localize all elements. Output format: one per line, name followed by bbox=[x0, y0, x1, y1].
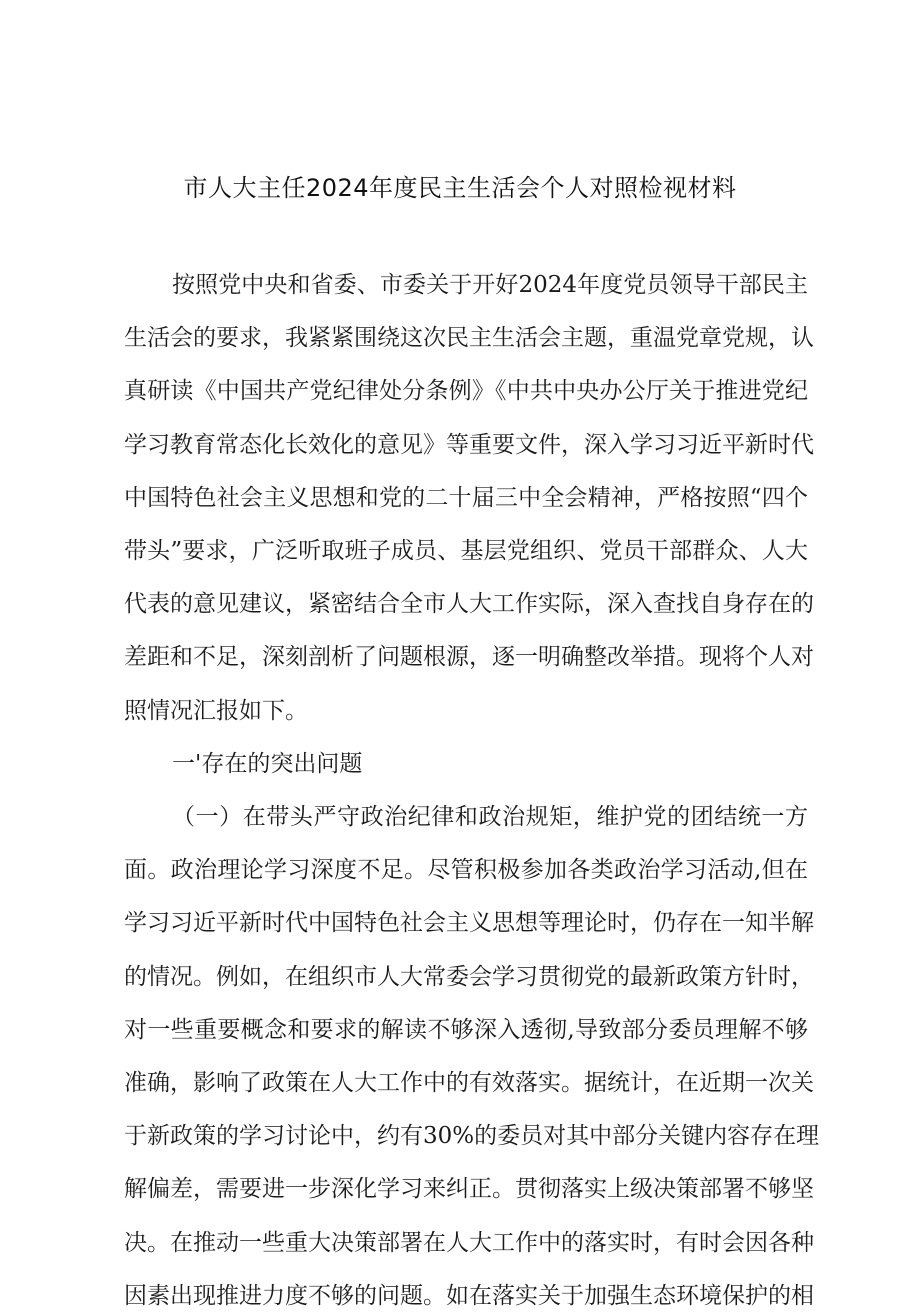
section1-line: 对一些重要概念和要求的解读不够深入透彻,导致部分委员理解不够 bbox=[124, 1017, 808, 1043]
intro-line: 中国特色社会主义思想和党的二十届三中全会精神，严格按照“四个 bbox=[124, 485, 808, 511]
section1-line: 决。在推动一些重大决策部署在人大工作中的落实时，有时会因各种 bbox=[124, 1230, 814, 1256]
intro-line: 按照党中央和省委、市委关于开好2024年度党员领导干部民主 bbox=[172, 272, 808, 298]
intro-line: 生活会的要求，我紧紧围绕这次民主生活会主题，重温党章党规，认 bbox=[124, 325, 814, 351]
intro-line: 真研读《中国共产党纪律处分条例》《中共中央办公厅关于推进党纪 bbox=[124, 378, 808, 404]
section-heading: 一'存在的突出问题 bbox=[172, 751, 363, 777]
section1-line: 面。政治理论学习深度不足。尽管积极参加各类政治学习活动,但在 bbox=[124, 857, 808, 883]
section1-line: 于新政策的学习讨论中，约有30%的委员对其中部分关键内容存在理 bbox=[124, 1123, 820, 1149]
section1-line: 解偏差，需要进一步深化学习来纠正。贯彻落实上级决策部署不够坚 bbox=[124, 1176, 814, 1202]
intro-line: 差距和不足，深刻剖析了问题根源，逐一明确整改举措。现将个人对 bbox=[124, 644, 814, 670]
intro-line: 代表的意见建议，紧密结合全市人大工作实际，深入查找自身存在的 bbox=[124, 591, 814, 617]
intro-line: 带头”要求，广泛听取班子成员、基层党组织、党员干部群众、人大 bbox=[124, 538, 808, 564]
section1-line: 的情况。例如，在组织市人大常委会学习贯彻党的最新政策方针时， bbox=[124, 964, 814, 990]
section1-line: （一）在带头严守政治纪律和政治规矩，维护党的团结统一方 bbox=[172, 804, 808, 830]
section1-line: 准确，影响了政策在人大工作中的有效落实。据统计，在近期一次关 bbox=[124, 1070, 814, 1096]
intro-line: 照情况汇报如下。 bbox=[124, 698, 308, 724]
section1-line: 学习习近平新时代中国特色社会主义思想等理论时，仍存在一知半解 bbox=[124, 910, 814, 936]
intro-line: 学习教育常态化长效化的意见》等重要文件，深入学习习近平新时代 bbox=[124, 432, 814, 458]
document-title: 市人大主任2024年度民主生活会个人对照检视材料 bbox=[183, 174, 737, 202]
section1-line: 因素出现推进力度不够的问题。如在落实关于加强生态环境保护的相 bbox=[124, 1283, 814, 1309]
